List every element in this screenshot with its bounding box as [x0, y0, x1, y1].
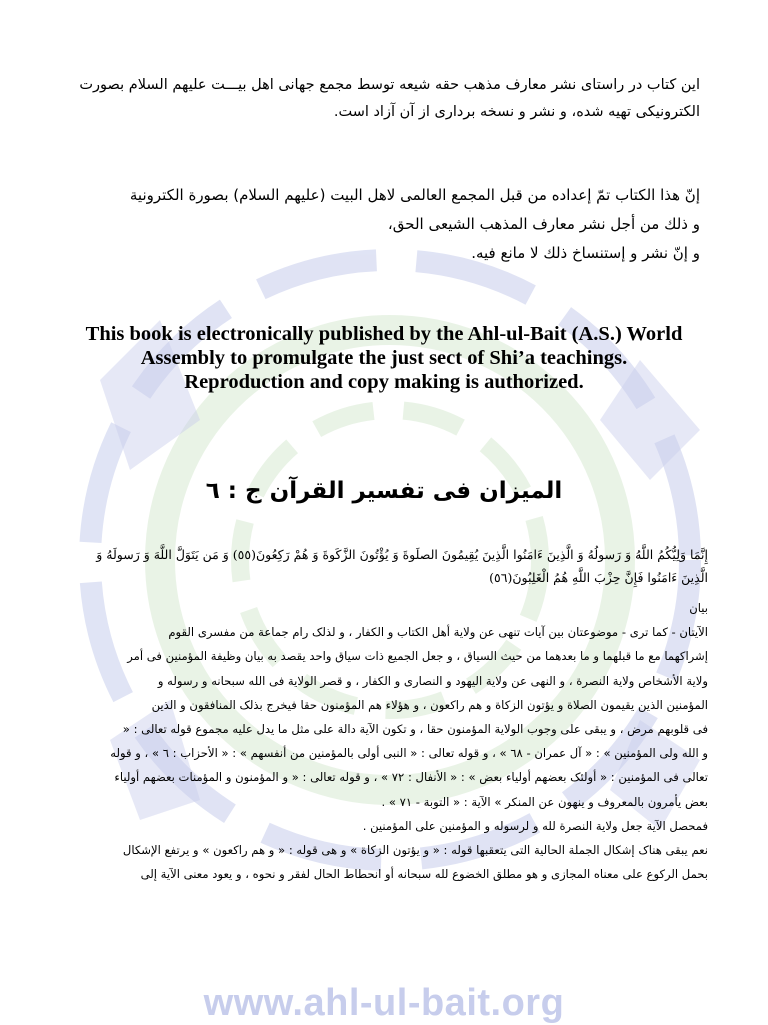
- arabic-notice-line: و ذلك من أجل نشر معارف المذهب الشیعی الحق،: [387, 215, 700, 233]
- commentary-line: نعم یبقی هناک إشکال الجملة الحالیة التی یتعقبها قوله : « و یؤتون الزکاة » و هی قوله : « و هم راکعون » و یرتفع الإشکال: [122, 843, 708, 858]
- arabic-notice: [70, 181, 700, 268]
- commentary-line: بعض یأمرون بالمعروف و ینهون عن المنکر » الآیة : « التوبة - ٧١ » .: [381, 794, 708, 809]
- commentary-line: المؤمنین الذین یقیمون الصلاة و یؤتون الزکاة و هم راکعون ، و هؤلاء هم المؤمنون حقا فیخرج بذلک المنافقون و الذین: [151, 697, 708, 712]
- commentary-heading: بیان: [689, 601, 708, 615]
- quran-verse: [60, 543, 708, 589]
- english-notice: [40, 322, 728, 394]
- commentary: [60, 596, 708, 886]
- english-notice-line: Reproduction and copy making is authorized.: [184, 371, 584, 393]
- verse-line: إِنَّمَا وَلِیُّکُمُ اللَّهُ وَ رَسولُهُ وَ الَّذِینَ ءَامَنُوا الَّذِینَ یُقِیمُونَ الصلَوةَ وَ یُؤْتُونَ الزَّکَوةَ وَ هُمْ رَکِعُونَ(٥٥) وَ مَن یَتَوَلَّ اللَّهَ وَ رَسولَهُ وَ: [96, 547, 708, 562]
- commentary-line: الآیتان - کما تری - موضوعتان بین آیات تنهى عن ولایة أهل الکتاب و الکفار ، و لذلک رام جماعة من مفسری القوم: [168, 625, 708, 640]
- verse-line: الَّذِینَ ءَامَنُوا فَإِنَّ حِزْبَ اللَّهِ هُمُ الْغَلِبُونَ(٥٦): [489, 570, 708, 585]
- arabic-notice-line: إنّ هذا الكتاب تمّ إعداده من قبل المجمع العالمی لاهل البیت (علیهم السلام) بصورة الكترونیة: [129, 186, 700, 204]
- farsi-notice-line: الکترونیکی تهیه شده، و نشر و نسخه برداری از آن آزاد است.: [333, 104, 700, 120]
- commentary-line: فی قلوبهم مرض ، و یبقی علی وجوب الولایة المؤمنون حقا ، و تکون الآیة دالة علی مثل ما یدل علیه مجموع قوله تعالی : «: [122, 722, 708, 737]
- commentary-line: ولایة الأشخاص ولایة النصرة ، و النهی عن ولایة الیهود و النصاری و الکفار ، و قصر الولایة فی الله سبحانه و رسوله و: [157, 673, 708, 688]
- commentary-line: إشراکهما مع ما قبلهما و ما بعدهما من حیث السیاق ، و جعل الجمیع ذات سیاق واحد یقصد به بیان وظیفة المؤمنین فی أمر: [127, 649, 708, 664]
- commentary-line: تعالی فی المؤمنین : « أولئک بعضهم أولیاء بعض » : « الأنفال : ٧٢ » ، و قوله تعالی : « و المؤمنون و المؤمنات بعضهم أولیاء: [114, 770, 708, 785]
- commentary-line: و الله ولی المؤمنین » : « آل عمران - ٦٨ » ، و قوله تعالی : « النبی أولی بالمؤمنین من أنفسهم » : « الأحزاب : ٦ » ، و قوله: [110, 746, 708, 761]
- commentary-line: بحمل الرکوع علی معناه المجازی و هو مطلق الخضوع لله سبحانه أو انحطاط الحال لفقر و نحوه ، و یعود معنی الآیة إلی: [140, 867, 708, 882]
- arabic-notice-line: و إنّ نشر و إستنساخ ذلك لا مانع فیه.: [471, 244, 700, 262]
- farsi-notice: [70, 72, 700, 126]
- english-notice-line: Assembly to promulgate the just sect of Shi’a teachings.: [140, 347, 628, 369]
- website-watermark: www.ahl-ul-bait.org: [203, 982, 565, 1024]
- book-title: المیزان فی تفسیر القرآن ج : ٦: [205, 478, 563, 504]
- farsi-notice-line: این کتاب در راستای نشر معارف مذهب حقه شیعه توسط مجمع جهانی اهل بیـــت علیهم السلام بصورت: [79, 77, 700, 93]
- commentary-line: فمحصل الآیة جعل ولایة النصرة لله و لرسوله و المؤمنین علی المؤمنین .: [362, 818, 708, 833]
- english-notice-line: This book is electronically published by the Ahl-ul-Bait (A.S.) World: [85, 323, 683, 345]
